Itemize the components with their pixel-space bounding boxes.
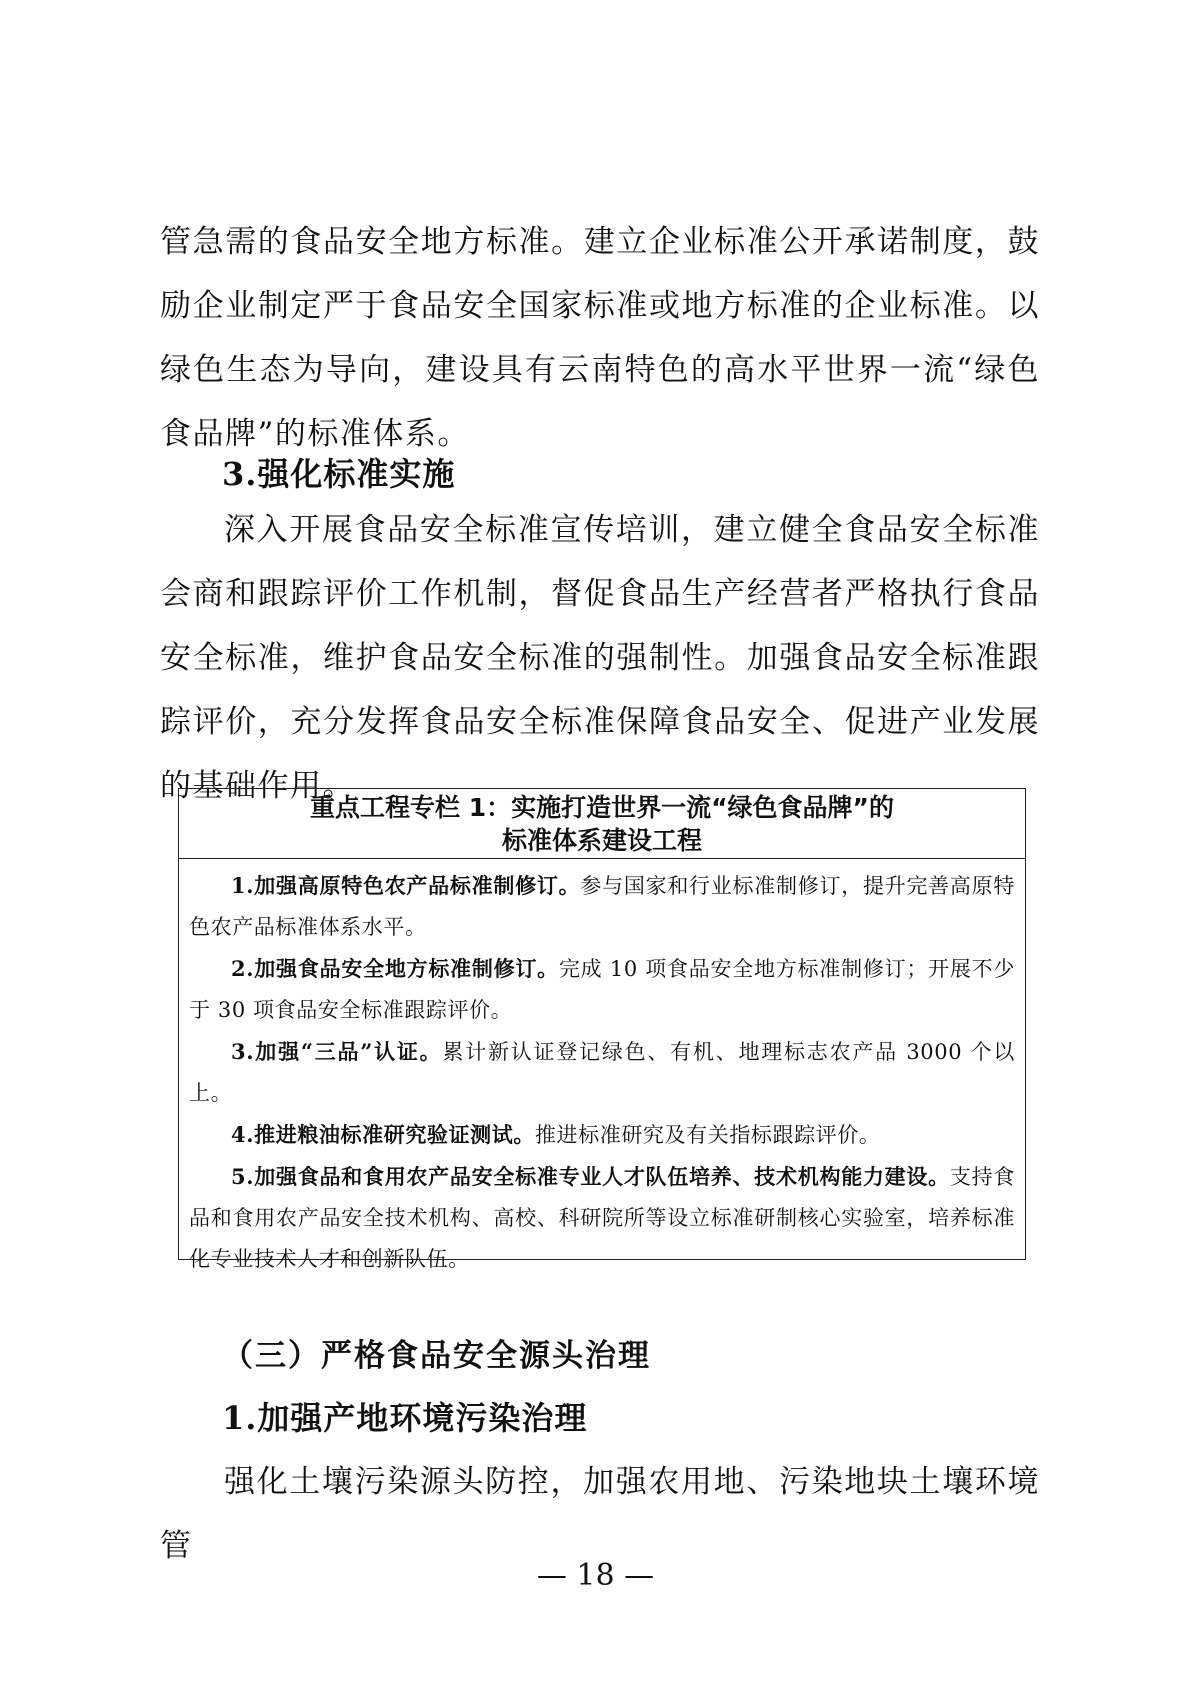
box-item-lead: 1.加强高原特色农产品标准制修订。	[231, 873, 581, 898]
box-item-lead: 3.加强“三品”认证。	[231, 1039, 443, 1064]
box-item-1	[189, 865, 1015, 948]
box-item-text: 累计新认证登记绿色、有机、地理标志农产品 3000 个以上。	[189, 1040, 1015, 1105]
box-item-text: 支持食品和食用农产品安全技术机构、高校、科研院所等设立标准研制核心实验室，培养标准化专业技术人才和创新队伍。	[189, 1165, 1015, 1271]
page-number: — 18 —	[536, 1558, 655, 1593]
box-item-2	[189, 948, 1015, 1031]
box-item-text: 推进标准研究及有关指标跟踪评价。	[534, 1123, 881, 1147]
paragraph-soil-pollution: 强化土壤污染源头防控，加强农用地、污染地块土壤环境管	[160, 1464, 1040, 1564]
box-item-3	[189, 1031, 1015, 1114]
paragraph-standards-system: 管急需的食品安全地方标准。建立企业标准公开承诺制度，鼓励企业制定严于食品安全国家标准或地方标准的企业标准。以绿色生态为导向，建设具有云南特色的高水平世界一流“绿色食品牌”的标准体系。	[160, 224, 1040, 452]
box-item-5	[189, 1156, 1015, 1280]
box-item-text: 参与国家和行业标准制修订，提升完善高原特色农产品标准体系水平。	[189, 874, 1016, 939]
box-title-line-2: 标准体系建设工程	[501, 826, 702, 855]
heading-environment-pollution: 1.加强产地环境污染治理	[222, 1399, 588, 1437]
heading-strengthen-implementation: 3.强化标准实施	[222, 455, 456, 493]
section-heading-source-governance: （三）严格食品安全源头治理	[222, 1338, 651, 1374]
box-item-lead: 5.加强食品和食用农产品安全标准专业人才队伍培养、技术机构能力建设。	[231, 1164, 950, 1189]
key-project-column-box	[178, 788, 1026, 1271]
box-item-text: 完成 10 项食品安全地方标准制修订；开展不少于 30 项食品安全标准跟踪评价。	[189, 957, 1015, 1022]
box-item-lead: 4.推进粮油标准研究验证测试。	[231, 1122, 535, 1147]
box-title	[179, 789, 1025, 859]
box-item-lead: 2.加强食品安全地方标准制修订。	[231, 956, 559, 981]
box-title-line-1: 重点工程专栏 1：实施打造世界一流“绿色食品牌”的	[310, 793, 894, 822]
box-body	[179, 859, 1025, 1280]
box-item-4	[189, 1114, 1015, 1156]
paragraph-implementation: 深入开展食品安全标准宣传培训，建立健全食品安全标准会商和跟踪评价工作机制，督促食品生产经营者严格执行食品安全标准，维护食品安全标准的强制性。加强食品安全标准跟踪评价，充分发挥食品安全标准保障食品安全、促进产业发展的基础作用。	[160, 512, 1040, 804]
